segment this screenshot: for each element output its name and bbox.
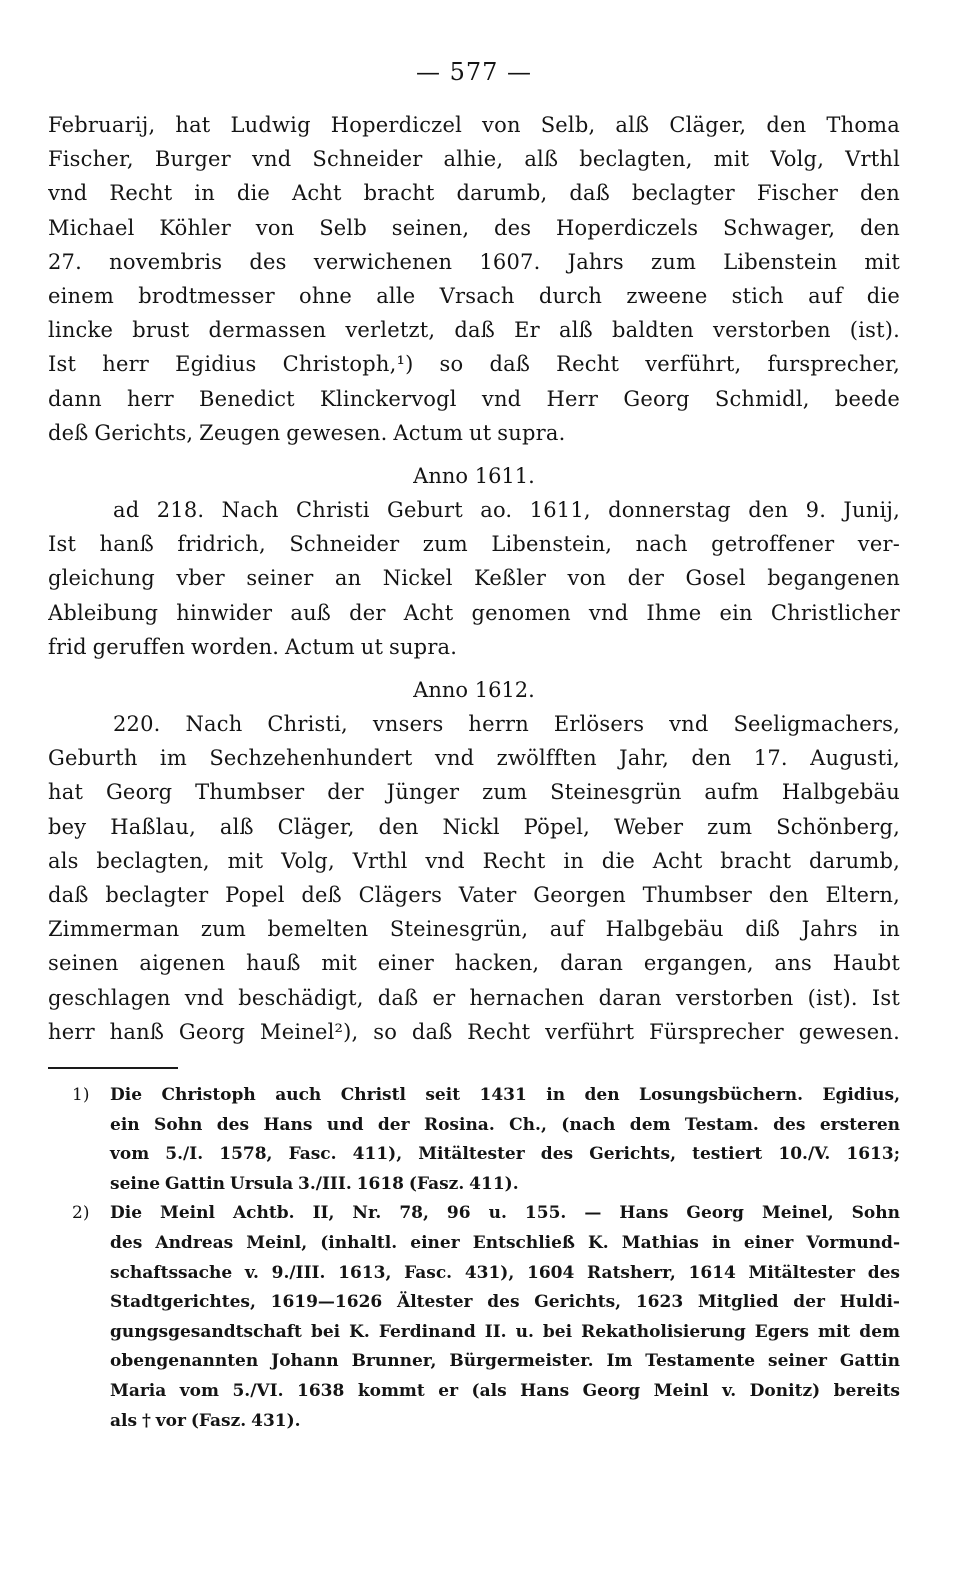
text-line: Ist hanß fridrich, Schneider zum Libenstein, nach getroffener ver- bbox=[48, 532, 900, 557]
section-heading-1612: Anno 1612. bbox=[413, 678, 535, 703]
text-line: Zimmerman zum bemelten Steinesgrün, auf Halbgebäu diß Jahrs in bbox=[48, 917, 900, 942]
text-line: Michael Köhler von Selb seinen, des Hoperdiczels Schwager, den bbox=[48, 215, 900, 240]
text-line: Ableibung hinwider auß der Acht genomen vnd Ihme ein Christlicher bbox=[48, 600, 900, 625]
text-line: dann herr Benedict Klinckervogl vnd Herr Georg Schmidl, beede bbox=[48, 386, 900, 411]
footnote-line: seine Gattin Ursula 3./III. 1618 (Fasz. 411). bbox=[110, 1173, 519, 1194]
text-line: Ist herr Egidius Christoph,¹) so daß Recht verführt, fursprecher, bbox=[48, 352, 900, 377]
text-line: gleichung vber seiner an Nickel Keßler von der Gosel begangenen bbox=[48, 566, 900, 591]
footnote-2 bbox=[48, 1199, 900, 1436]
footnote-line bbox=[48, 1081, 900, 1111]
text-line: daß beclagter Popel deß Clägers Vater Georgen Thumbser den Eltern, bbox=[48, 883, 900, 908]
text-line: ad 218. Nach Christi Geburt ao. 1611, donnerstag den 9. Junij, bbox=[113, 498, 900, 523]
footnote-1 bbox=[48, 1081, 900, 1199]
footnote-divider bbox=[48, 1067, 178, 1069]
footnote-line: des Andreas Meinl, (inhaltl. einer Entschließ K. Mathias in einer Vormund- bbox=[110, 1233, 900, 1254]
footnote-text: Die Christoph auch Christl seit 1431 in den Losungsbüchern. Egidius, bbox=[110, 1085, 900, 1106]
page-number: — 577 — bbox=[415, 58, 533, 86]
footnote-line: Maria vom 5./VI. 1638 kommt er (als Hans Georg Meinl v. Donitz) bereits bbox=[110, 1381, 900, 1402]
text-line: herr hanß Georg Meinel²), so daß Recht verführt Fürsprecher gewesen. bbox=[48, 1019, 900, 1044]
footnote-line bbox=[48, 1199, 900, 1229]
footnote-line: obengenannten Johann Brunner, Bürgermeister. Im Testamente seiner Gattin bbox=[110, 1351, 900, 1372]
text-line: vnd Recht in die Acht bracht darumb, daß beclagter Fischer den bbox=[48, 181, 900, 206]
text-line: bey Haßlau, alß Cläger, den Nickl Pöpel, Weber zum Schönberg, bbox=[48, 814, 900, 839]
footnote-number: 2) bbox=[72, 1203, 90, 1224]
text-line: Februarij, hat Ludwig Hoperdiczel von Selb, alß Cläger, den Thoma bbox=[48, 113, 900, 137]
paragraph-3 bbox=[48, 707, 900, 1049]
footnote-line: gungsgesandtschaft bei K. Ferdinand II. u. bei Rekatholisierung Egers mit dem bbox=[110, 1321, 900, 1342]
document-page bbox=[48, 52, 900, 1436]
text-line: einem brodtmesser ohne alle Vrsach durch zweene stich auf die bbox=[48, 284, 900, 309]
text-line: geschlagen vnd beschädigt, daß er hernachen daran verstorben (ist). Ist bbox=[48, 985, 900, 1010]
footnote-line: als † vor (Fasz. 431). bbox=[110, 1410, 301, 1431]
text-line: Fischer, Burger vnd Schneider alhie, alß beclagten, mit Volg, Vrthl bbox=[48, 147, 900, 172]
text-line: deß Gerichts, Zeugen gewesen. Actum ut supra. bbox=[48, 420, 566, 445]
text-line: seinen aigenen hauß mit einer hacken, daran ergangen, ans Haubt bbox=[48, 951, 900, 976]
text-line: frid geruffen worden. Actum ut supra. bbox=[48, 634, 458, 659]
text-line: hat Georg Thumbser der Jünger zum Steinesgrün aufm Halbgebäu bbox=[48, 780, 900, 805]
paragraph-1 bbox=[48, 108, 900, 450]
text-line: als beclagten, mit Volg, Vrthl vnd Recht in die Acht bracht darumb, bbox=[48, 848, 900, 873]
footnote-line: Stadtgerichtes, 1619—1626 Ältester des Gerichts, 1623 Mitglied der Huldi- bbox=[110, 1292, 900, 1313]
footnote-line: schaftssache v. 9./III. 1613, Fasc. 431), 1604 Ratsherr, 1614 Mitältester des bbox=[110, 1262, 900, 1283]
text-line: lincke brust dermassen verletzt, daß Er alß baldten verstorben (ist). bbox=[48, 318, 900, 343]
footnotes bbox=[48, 1081, 900, 1436]
section-heading-1611: Anno 1611. bbox=[413, 464, 535, 489]
footnote-line: vom 5./I. 1578, Fasc. 411), Mitältester des Gerichts, testiert 10./V. 1613; bbox=[110, 1144, 900, 1165]
footnote-line: ein Sohn des Hans und der Rosina. Ch., (nach dem Testam. des ersteren bbox=[110, 1114, 900, 1135]
footnote-text: Die Meinl Achtb. II, Nr. 78, 96 u. 155. — Hans Georg Meinel, Sohn bbox=[110, 1203, 900, 1224]
paragraph-2 bbox=[48, 493, 900, 664]
text-line: Geburth im Sechzehenhundert vnd zwölfften Jahr, den 17. Augusti, bbox=[48, 746, 900, 771]
text-line: 27. novembris des verwichenen 1607. Jahrs zum Libenstein mit bbox=[48, 249, 900, 274]
footnote-number: 1) bbox=[72, 1085, 90, 1106]
text-line: 220. Nach Christi, vnsers herrn Erlösers vnd Seeligmachers, bbox=[113, 712, 900, 737]
